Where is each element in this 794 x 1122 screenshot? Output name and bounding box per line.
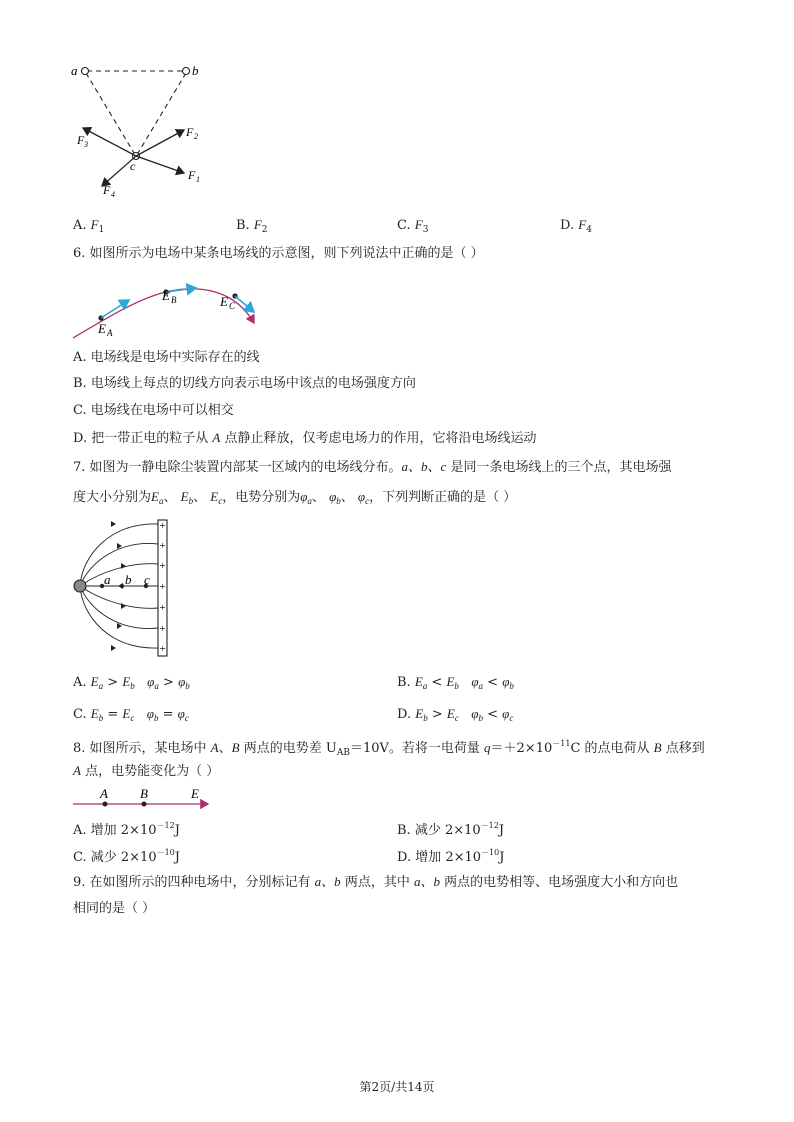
svg-text:c: c (144, 572, 150, 587)
q6-field-line-diagram (70, 278, 270, 340)
q8-option-b[interactable]: B. 减少 $2\times 10^{-12}J$ (397, 821, 505, 838)
svg-text:B: B (140, 786, 148, 801)
svg-text:E: E (98, 321, 106, 336)
svg-text:A: A (107, 328, 113, 338)
svg-text:+: + (158, 602, 167, 614)
q5-option-c[interactable]: C. $F_3$ (397, 217, 429, 235)
q7-option-d[interactable]: D. $E_b > E_c$ $\varphi_b < \varphi_c$ (397, 706, 514, 723)
svg-text:1: 1 (196, 175, 200, 184)
svg-text:4: 4 (111, 190, 115, 199)
tangent-arrow-b (166, 288, 196, 292)
q5-option-b[interactable]: B. $F_2$ (236, 217, 268, 235)
svg-text:2: 2 (194, 132, 198, 141)
q8-stem-line2: A 点，电势能变化为（ ） (73, 763, 220, 779)
svg-text:a: a (71, 63, 78, 78)
q7-stem-line2: 度大小分别为$E_a$、 $E_b$、 $E_c$，电势分别为$\varphi_a$、 $\varphi_b$、 $\varphi_c$，下列判断正确的是（ ） (73, 489, 517, 506)
svg-text:F: F (103, 183, 111, 197)
q7-electrostatic-diagram (70, 516, 180, 660)
q5-option-a[interactable]: A. $F_1$ (73, 217, 105, 235)
q6-option-d[interactable]: D. 把一带正电的粒子从 A 点静止释放，仅考虑电场力的作用，它将沿电场线运动 (73, 430, 537, 446)
q6-option-c[interactable]: C. 电场线在电场中可以相交 (73, 403, 234, 418)
svg-text:F: F (77, 133, 85, 147)
q7-option-c[interactable]: C. $E_b = E_c$ $\varphi_b = \varphi_c$ (73, 706, 189, 723)
q7-option-b[interactable]: B. $E_a < E_b$ $\varphi_a < \varphi_b$ (397, 674, 514, 691)
svg-text:+: + (158, 581, 167, 593)
svg-text:b: b (125, 572, 132, 587)
force-f1-arrow (136, 156, 184, 173)
q8-option-d[interactable]: D. 增加 $2\times 10^{-10}J$ (397, 848, 505, 865)
svg-text:F: F (188, 168, 196, 182)
svg-text:3: 3 (84, 140, 88, 149)
point-b (183, 68, 190, 75)
svg-text:c: c (130, 159, 136, 173)
page-number: 第2页/共14页 (359, 1080, 435, 1094)
svg-text:E: E (191, 786, 199, 801)
q5-force-diagram (70, 58, 210, 200)
q7-option-a[interactable]: A. $E_a > E_b$ $\varphi_a > \varphi_b$ (73, 674, 190, 691)
svg-text:a: a (104, 572, 111, 587)
dust-electrode (74, 580, 86, 592)
svg-text:+: + (158, 540, 167, 552)
q8-stem-line1: 8. 如图所示，某电场中 A、B 两点的电势差 $U_{AB}=10V$。若将一电荷量 $q=+2\times 10^{-11}C$ 的点电荷从 B 点移到 (73, 739, 705, 758)
q9-stem-line2: 相同的是（ ） (73, 901, 156, 916)
q9-stem-line1: 9. 在如图所示的四种电场中，分别标记有 a、b 两点，其中 a、b 两点的电势相等、电场强度大小和方向也 (73, 874, 679, 890)
svg-text:+: + (158, 560, 167, 572)
svg-text:+: + (158, 643, 167, 655)
q6-option-b[interactable]: B. 电场线上每点的切线方向表示电场中该点的电场强度方向 (73, 376, 416, 391)
svg-text:b: b (192, 63, 199, 78)
force-f3-arrow (83, 128, 136, 156)
svg-text:C: C (229, 301, 236, 311)
force-f2-arrow (136, 130, 184, 156)
svg-text:E: E (162, 288, 170, 303)
q6-option-a[interactable]: A. 电场线是电场中实际存在的线 (73, 350, 260, 365)
svg-text:+: + (158, 623, 167, 635)
q7-stem-line1: 7. 如图为一静电除尘装置内部某一区域内的电场线分布。a、b、c 是同一条电场线上的三个点，其电场强 (73, 459, 672, 475)
q8-field-diagram (70, 786, 215, 812)
svg-text:+: + (158, 520, 167, 532)
svg-text:F: F (186, 125, 194, 139)
svg-text:E: E (220, 294, 228, 309)
q6-stem: 6. 如图所示为电场中某条电场线的示意图，则下列说法中正确的是（ ） (73, 246, 484, 261)
point-a (82, 68, 89, 75)
q8-option-c[interactable]: C. 减少 $2\times 10^{-10}J$ (73, 848, 180, 865)
svg-text:A: A (100, 786, 108, 801)
q5-option-d[interactable]: D. $F_4$ (560, 217, 592, 235)
svg-text:B: B (171, 295, 177, 305)
q8-option-a[interactable]: A. 增加 $2\times 10^{-12}J$ (73, 821, 180, 838)
